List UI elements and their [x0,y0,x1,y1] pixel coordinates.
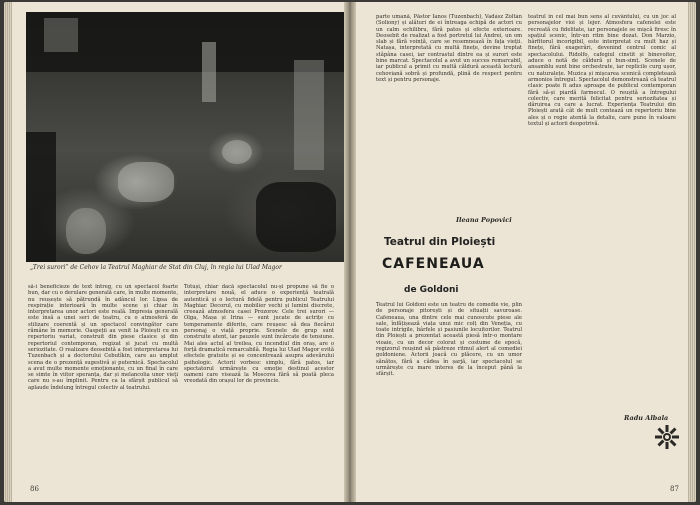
section-title: Teatrul din Ploiești [384,236,496,248]
play-author: de Goldoni [404,285,459,295]
article-column-1: să-i beneficieze de text întreg, cu un spectacol foarte bun, dar cu o derulare generală care, în multe momente, nu reușește să pătrundă în adâncul lor. Lipsa de respirație interioară în multe scene și chiar în interpretarea unor actori este reală. Impresia generală este însă a unei seri de teatru, cu o atmosferă de stilizare coerentă și un spectacol convingător care rămâne în memorie. Oaspeții au venit la Ploiești cu un repertoriu variat, construit din piese clasice și din repertoriul contemporan, regizat și jucat cu multă seriozitate. O realizare deosebită a fost interpretarea lui Tuzenbach și a doctorului Cebutîkin, care au umplut scena de o prezență sugestivă și puternică. Spectacolul a avut multe momente emoționante, cu un final în care se simte în viitor speranța, dar și melancolia unor vieți care nu s-au împlinit. Pentru ca la sfârșit publicul să aplaude îndelung întregul colectiv al teatrului. [28,284,178,391]
author-signature-2: Radu Albala [624,414,669,422]
review-column-1b: Teatrul lui Goldoni este un teatru de comedie vie, plin de personaje pitorești și de situații savuroase. Cafeneaua, una dintre cele mai cunoscute piese ale sale, înfățișează viața unui mic colț din Veneția, cu toate intrigile, bârfele și pasiunile locuitorilor. Teatrul din Ploiești a prezentat această piesă într-o montare vioaie, cu un decor colorat și costume de epocă, regizorul reușind să păstreze ritmul alert al comediei goldoniene. Actorii joacă cu plăcere, cu un umor sănătos, fără a cădea în șarjă, iar spectacolul se urmărește cu mare interes de la început până la sfârșit. [376,302,522,378]
right-page [352,2,696,502]
page-number-right: 87 [670,485,679,493]
page-edge-right [688,2,696,502]
magazine-spread [4,2,696,502]
theatre-photo [26,12,346,262]
ornament-icon [654,424,680,450]
page-edge-left [4,2,12,502]
article-column-2: Totuși, chiar dacă spectacolul nu-și propune să fie o interpretare nouă, el aduce o experiență teatrală autentică și o lectură fidelă pentru publicul Teatrului Maghiar. Decorul, cu mobilier vechi și lumini discrete, creează atmosfera casei Prozorov. Cele trei surori — Olga, Mașa și Irina — sunt jucate de actrițe cu temperamente diferite, care reușesc să dea fiecărui personaj o viață proprie. Scenele de grup sunt construite atent, iar pauzele sunt încărcate de tensiune. Mai ales actul al treilea, cu incendiul din oraș, are o forță dramatică remarcabilă. Regia lui Ulad Magor evită efectele gratuite și se concentrează asupra adevărului psihologic. Actorii vorbesc simplu, fără patos, iar spectatorul urmărește cu emoție destinul acestor oameni care visează la Moscova fără să poată pleca vreodată din orașul lor de provincie. [184,284,334,385]
photo-caption: „Trei surori” de Cehov la Teatrul Maghiar de Stat din Cluj, în regia lui Ulad Magor [30,264,282,271]
page-number-left: 86 [30,485,39,493]
left-page [4,2,348,502]
play-title: CAFENEAUA [382,256,485,272]
author-signature-1: Ileana Popovici [456,216,512,224]
review-column-1: parte umană, Păstor Ianos (Tuzenbach), Vadász Zoltán (Soliony) și alături de ei întreaga echipă de actori cu un calm echilibru, fără patos și efecte exterioare. Deosebit de realizat a fost portretul lui Andrei, un om slab și fără voință, care se resemnează în fața vieții. Natașa, interpretată cu multă finețe, devine treptat stăpâna casei, iar contrastul dintre ea și surori este bine marcat. Spectacolul a avut un succes remarcabil, iar publicul a primit cu multă căldură această lectură cehoviană sobră și profundă, plină de respect pentru text și pentru personaje. [376,14,522,83]
review-column-2: teatrul în cel mai bun sens al cuvântului, cu un joc al personajelor vioi și lejer. Atmosfera cafenelei este recreată cu fidelitate, iar personajele se mișcă firesc în spațiul scenic, într-un ritm bine dozat. Don Marzio, bârfitorul incorigibil, este interpretat cu mult haz și finețe, fără exagerări, devenind centrul comic al spectacolului. Ridolfo, cafegiul cinstit și binevoitor, aduce o notă de căldură și bun-simț. Scenele de ansamblu sunt bine orchestrate, iar replicile curg ușor, cu naturalețe. Muzica și mișcarea scenică completează armonios întregul. Spectacolul demonstrează că teatrul clasic poate fi adus aproape de publicul contemporan fără să-și piardă farmecul. O reușită a întregului colectiv, care merită felicitat pentru seriozitatea și dăruirea cu care a lucrat. Experiența Teatrului din Ploiești arată cât de mult contează un repertoriu bine ales și o regie atentă la detaliu, care pune în valoare textul și actorii deopotrivă. [528,14,676,128]
book-gutter [344,2,356,502]
